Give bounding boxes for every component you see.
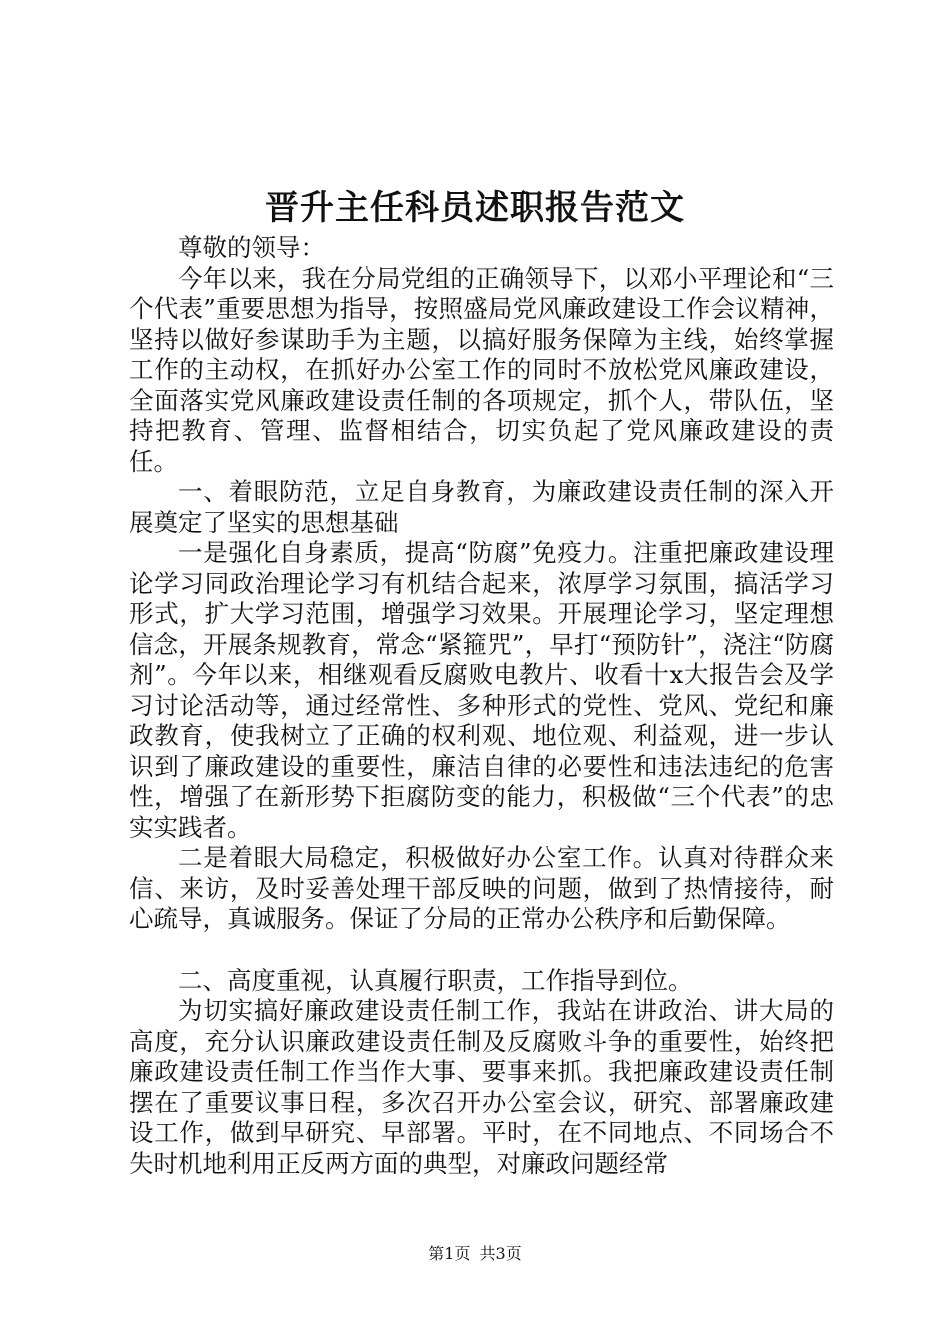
page-total: 共3页: [479, 1244, 522, 1263]
document-body: [129, 233, 834, 1179]
paragraph-intro: 今年以来，我在分局党组的正确领导下，以邓小平理论和“三个代表”重要思想为指导，按照盛局党风廉政建设工作会议精神，坚持以做好参谋助手为主题，以搞好服务保障为主线，始终掌握工作的主动权，在抓好办公室工作的同时不放松党风廉政建设，全面落实党风廉政建设责任制的各项规定，抓个人，带队伍，坚持把教育、管理、监督相结合，切实负起了党风廉政建设的责任。: [129, 263, 834, 476]
section-heading-2: 二、高度重视，认真履行职责，工作指导到位。: [178, 965, 693, 995]
document-title: 晋升主任科员述职报告范文: [265, 188, 685, 228]
paragraph-point-1: 一是强化自身素质，提高“防腐”免疫力。注重把廉政建设理论学习同政治理论学习有机结合起来，浓厚学习氛围，搞活学习形式，扩大学习范围，增强学习效果。开展理论学习，坚定理想信念，开展条规教育，常念“紧箍咒”，早打“预防针”，浇注“防腐剂”。今年以来，相继观看反腐败电教片、收看十x大报告会及学习讨论活动等，通过经常性、多种形式的党性、党风、党纪和廉政教育，使我树立了正确的权利观、地位观、利益观，进一步认识到了廉政建设的重要性，廉洁自律的必要性和违法违纪的危害性，增强了在新形势下拒腐防变的能力，积极做“三个代表”的忠实实践者。: [129, 538, 834, 842]
salutation: 尊敬的领导：: [178, 233, 325, 262]
paragraph-section-2: 为切实搞好廉政建设责任制工作，我站在讲政治、讲大局的高度，充分认识廉政建设责任制及反腐败斗争的重要性，始终把廉政建设责任制工作当作大事、要事来抓。我把廉政建设责任制摆在了重要议事日程，多次召开办公室会议，研究、部署廉政建设工作，做到早研究、早部署。平时，在不同地点、不同场合不失时机地利用正反两方面的典型，对廉政问题经常: [129, 996, 834, 1178]
paragraph-point-2: 二是着眼大局稳定，积极做好办公室工作。认真对待群众来信、来访，及时妥善处理干部反映的问题，做到了热情接待，耐心疏导，真诚服务。保证了分局的正常办公秩序和后勤保障。: [129, 843, 834, 933]
page-footer: [0, 1244, 950, 1264]
page-number: 第1页: [428, 1244, 471, 1263]
section-heading-1: 一、着眼防范，立足自身教育，为廉政建设责任制的深入开展奠定了坚实的思想基础: [129, 477, 834, 537]
